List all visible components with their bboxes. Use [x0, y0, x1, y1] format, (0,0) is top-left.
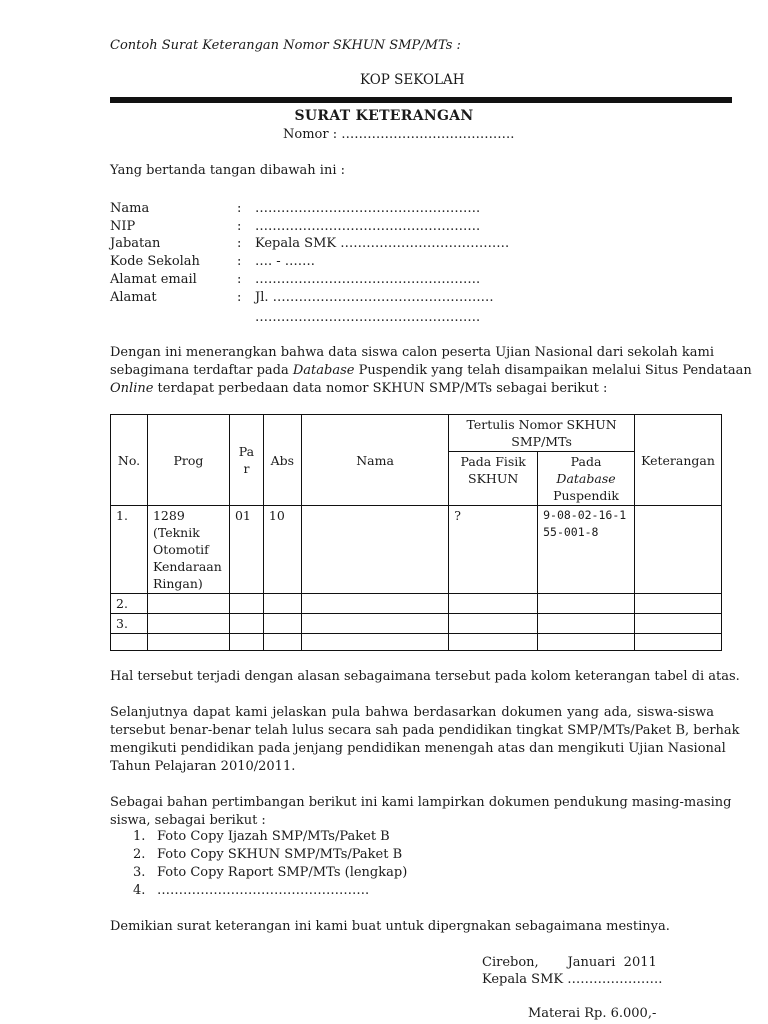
letterhead-divider — [110, 97, 732, 103]
statement-paragraph — [110, 344, 752, 398]
header-database: Database — [556, 471, 616, 486]
field-value-nama: ……………………………………………. — [255, 201, 481, 216]
attachment-intro-line: Sebagai bahan pertimbangan berikut ini kami lampirkan dokumen pendukung masing-masing — [110, 795, 732, 810]
cell-database-puspendik: 9-08-02-16-155-001-8 — [538, 506, 635, 594]
cell-no: 2. — [111, 594, 148, 614]
field-colon: : — [237, 219, 242, 234]
cell-empty — [301, 614, 448, 634]
attachment-intro-paragraph — [110, 794, 732, 830]
list-item-number: 3. — [133, 865, 146, 880]
field-label-nip: NIP — [110, 219, 136, 234]
explanation-line: Tahun Pelajaran 2010/2011. — [110, 759, 296, 774]
field-value-alamat-continued: ……………………………………………. — [255, 310, 481, 325]
header-puspendik: Puspendik — [553, 488, 619, 503]
cell-empty — [229, 634, 263, 651]
cell-empty — [538, 614, 635, 634]
header-pada: Pada — [570, 454, 602, 469]
cell-nama — [301, 506, 448, 594]
cell-empty — [538, 594, 635, 614]
skhun-discrepancy-table — [110, 414, 722, 651]
field-value-nip: ……………………………………………. — [255, 219, 481, 234]
table-row — [111, 614, 722, 634]
cell-empty — [147, 594, 229, 614]
field-colon: : — [237, 272, 242, 287]
field-label-alamat-email: Alamat email — [110, 272, 197, 287]
text-segment: Puspendik yang telah disampaikan melalui Situs Pendataan — [354, 363, 752, 378]
list-item-number: 4. — [133, 883, 146, 898]
cell-empty — [147, 634, 229, 651]
header-nama: Nama — [301, 415, 448, 506]
field-label-jabatan: Jabatan — [110, 236, 161, 251]
signature-place-date: Cirebon, Januari 2011 — [482, 955, 657, 970]
header-tertulis-nomor: Tertulis Nomor SKHUN SMP/MTs — [449, 415, 635, 452]
attachment-intro-line: siswa, sebagai berikut : — [110, 813, 266, 828]
text-segment: terdapat perbedaan data nomor SKHUN SMP/MTs sebagai berikut : — [153, 381, 608, 396]
table-row — [111, 506, 722, 594]
explanation-line: mengikuti pendidikan pada jenjang pendidikan menengah atas dan mengikuti Ujian Nasional — [110, 741, 726, 756]
table-row — [111, 634, 722, 651]
cell-empty — [263, 594, 301, 614]
header-keterangan: Keterangan — [634, 415, 721, 506]
statement-line: Dengan ini menerangkan bahwa data siswa calon peserta Ujian Nasional dari sekolah kami — [110, 345, 714, 360]
letter-title: SURAT KETERANGAN — [294, 108, 474, 124]
cell-empty — [301, 634, 448, 651]
letterhead-placeholder: KOP SEKOLAH — [360, 72, 465, 88]
field-colon: : — [237, 254, 242, 269]
cell-abs: 10 — [263, 506, 301, 594]
statement-line — [110, 362, 752, 380]
cell-prog: 1289 (Teknik Otomotif Kendaraan Ringan) — [147, 506, 229, 594]
cell-no: 1. — [111, 506, 148, 594]
cell-empty — [634, 614, 721, 634]
cell-empty — [634, 634, 721, 651]
signature-position: Kepala SMK …………………. — [482, 972, 663, 987]
field-label-nama: Nama — [110, 201, 150, 216]
list-item-text: Foto Copy SKHUN SMP/MTs/Paket B — [157, 847, 403, 862]
header-abs: Abs — [263, 415, 301, 506]
reason-paragraph: Hal tersebut terjadi dengan alasan sebagaimana tersebut pada kolom keterangan tabel di atas. — [110, 669, 740, 684]
list-item-text: …………………………………………. — [157, 883, 370, 898]
field-colon: : — [237, 201, 242, 216]
field-value-alamat: Jl. …………………………………………… — [255, 290, 494, 305]
list-item-text: Foto Copy Ijazah SMP/MTs/Paket B — [157, 829, 390, 844]
explanation-paragraph — [110, 704, 740, 776]
cell-empty — [147, 614, 229, 634]
explanation-line: Selanjutnya dapat kami jelaskan pula bahwa berdasarkan dokumen yang ada, siswa-siswa — [110, 705, 714, 720]
explanation-line: tersebut benar-benar telah lulus secara sah pada pendidikan tingkat SMP/MTs/Paket B, berhak — [110, 723, 740, 738]
field-value-jabatan: Kepala SMK ………………………………… — [255, 236, 510, 251]
cell-empty — [538, 634, 635, 651]
cell-keterangan — [634, 506, 721, 594]
document-caption: Contoh Surat Keterangan Nomor SKHUN SMP/MTs : — [110, 38, 461, 53]
closing-statement: Demikian surat keterangan ini kami buat untuk dipergnakan sebagaimana mestinya. — [110, 919, 670, 934]
field-value-kode-sekolah: …. - ……. — [255, 254, 315, 269]
cell-empty — [634, 594, 721, 614]
cell-empty — [263, 634, 301, 651]
cell-empty — [111, 634, 148, 651]
header-no: No. — [111, 415, 148, 506]
list-item-number: 1. — [133, 829, 146, 844]
list-item-text: Foto Copy Raport SMP/MTs (lengkap) — [157, 865, 408, 880]
header-pada-fisik: Pada Fisik SKHUN — [449, 452, 538, 506]
cell-fisik-skhun: ? — [449, 506, 538, 594]
cell-empty — [229, 594, 263, 614]
header-pada-database — [538, 452, 635, 506]
cell-empty — [449, 594, 538, 614]
cell-no: 3. — [111, 614, 148, 634]
cell-par: 01 — [229, 506, 263, 594]
field-colon: : — [237, 290, 242, 305]
header-par: Pa r — [229, 415, 263, 506]
field-colon: : — [237, 236, 242, 251]
table-row — [111, 594, 722, 614]
cell-empty — [301, 594, 448, 614]
statement-line — [110, 380, 714, 398]
field-label-alamat: Alamat — [110, 290, 157, 305]
letter-number: Nomor : …………………………………. — [283, 127, 515, 142]
cell-empty — [263, 614, 301, 634]
header-prog: Prog — [147, 415, 229, 506]
materai-stamp-note: Materai Rp. 6.000,- — [528, 1006, 657, 1021]
cell-empty — [449, 614, 538, 634]
text-segment-italic: Database — [292, 363, 355, 378]
intro-text: Yang bertanda tangan dibawah ini : — [110, 163, 345, 178]
list-item-number: 2. — [133, 847, 146, 862]
field-value-alamat-email: ……………………………………………. — [255, 272, 481, 287]
field-label-kode-sekolah: Kode Sekolah — [110, 254, 200, 269]
text-segment: sebagimana terdaftar pada — [110, 363, 293, 378]
cell-empty — [449, 634, 538, 651]
text-segment-italic: Online — [110, 381, 154, 396]
cell-empty — [229, 614, 263, 634]
